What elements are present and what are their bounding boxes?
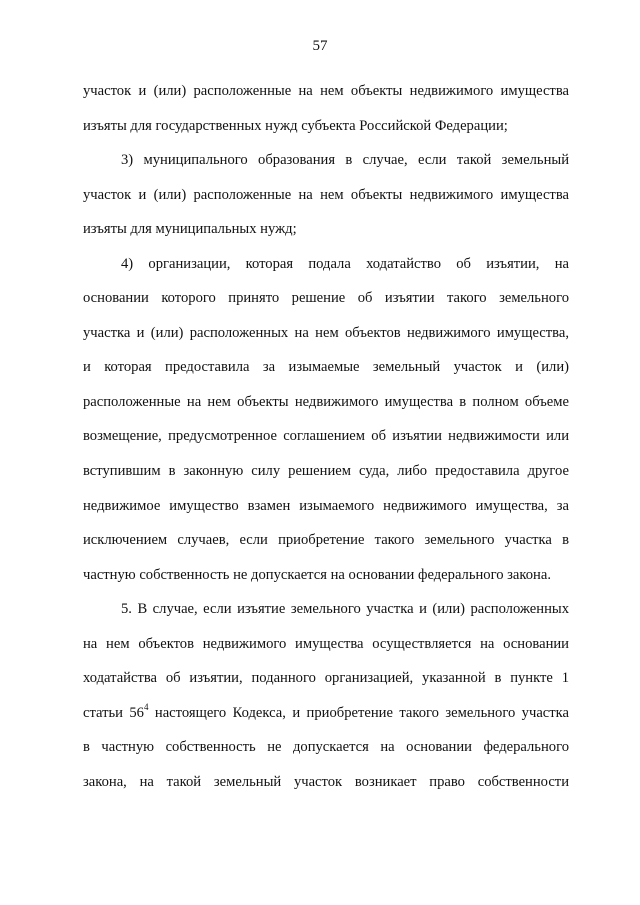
paragraph-5-start: 5. В случае, если изъятие земельного участка и (или) расположенных — [121, 601, 569, 618]
list-item-4: 4) организации, которая подала ходатайство об изъятии, на — [121, 255, 569, 272]
text-line: возмещение, предусмотренное соглашением об изъятии недвижимости или — [83, 428, 569, 445]
list-item-3: 3) муниципального образования в случае, если такой земельный — [121, 152, 569, 169]
text-line: исключением случаев, если приобретение такого земельного участка в — [83, 532, 569, 549]
text-segment: настоящего Кодекса, и приобретение такого земельного участка — [148, 704, 569, 721]
text-line: недвижимое имущество взамен изымаемого недвижимого имущества, за — [83, 497, 569, 514]
text-line: на нем объектов недвижимого имущества осуществляется на основании — [83, 635, 569, 652]
text-line: закона, на такой земельный участок возникает право собственности — [83, 773, 569, 790]
text-line: основании которого принято решение об изъятии такого земельного — [83, 290, 569, 307]
page-number: 57 — [312, 38, 328, 54]
text-segment: статьи 56 — [83, 704, 144, 721]
text-line: изъяты для муниципальных нужд; — [83, 221, 297, 238]
text-line: и которая предоставила за изымаемые земельный участок и (или) — [83, 359, 569, 376]
document-body — [83, 74, 569, 799]
article-superscript: 4 — [143, 701, 149, 712]
text-line: расположенные на нем объекты недвижимого имущества в полном объеме — [83, 393, 569, 410]
text-line: частную собственность не допускается на основании федерального закона. — [83, 566, 551, 583]
text-line: вступившим в законную силу решением суда, либо предоставила другое — [83, 463, 569, 480]
text-line-with-superscript — [83, 696, 569, 731]
text-line: в частную собственность не допускается на основании федерального — [83, 739, 569, 756]
text-line: участок и (или) расположенные на нем объекты недвижимого имущества — [83, 83, 569, 99]
text-line: ходатайства об изъятии, поданного организацией, указанной в пункте 1 — [83, 670, 569, 687]
text-line: изъяты для государственных нужд субъекта Российской Федерации; — [83, 117, 508, 134]
text-line: участок и (или) расположенные на нем объекты недвижимого имущества — [83, 186, 569, 203]
text-line: участка и (или) расположенных на нем объектов недвижимого имущества, — [83, 324, 569, 341]
